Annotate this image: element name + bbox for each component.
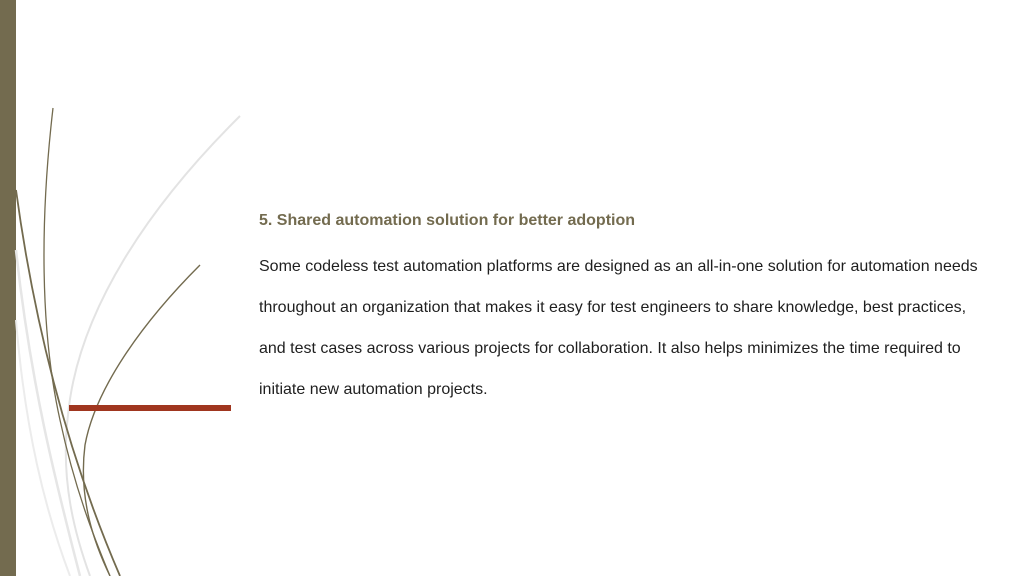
- slide-content: [259, 210, 979, 410]
- decorative-curve-olive-3: [16, 190, 120, 576]
- slide-heading: 5. Shared automation solution for better adoption: [259, 212, 636, 229]
- decorative-curve-olive-1: [44, 108, 110, 576]
- decorative-curve-light-2: [16, 250, 80, 576]
- decorative-curve-light-3: [16, 320, 70, 576]
- slide-body-text: Some codeless test automation platforms are designed as an all-in-one solution for automation needs throughout an organization that makes it easy for test engineers to share knowledge, best practices, and test cases across various projects for collaboration. It also helps minimizes the time required to initiate new automation projects.: [259, 258, 978, 398]
- red-accent-bar: [69, 405, 231, 411]
